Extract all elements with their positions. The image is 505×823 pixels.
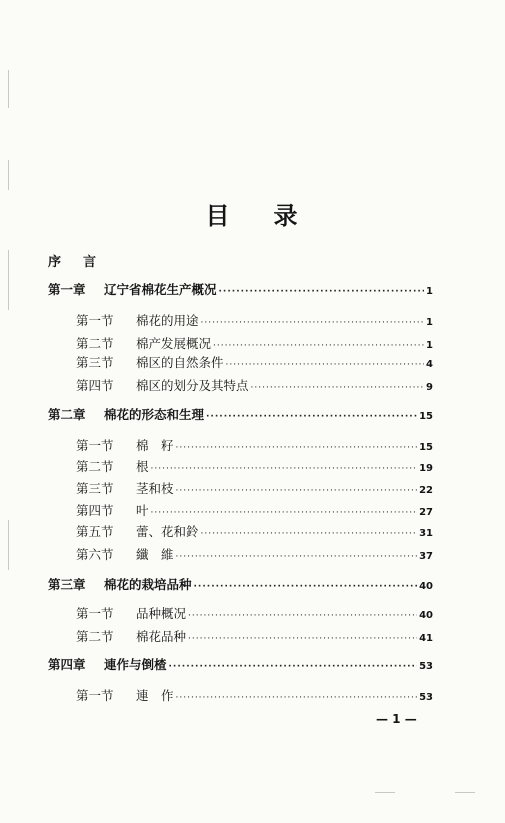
toc-section-row: [76, 627, 433, 645]
scan-artifact: [375, 792, 395, 793]
page-number: 4: [426, 359, 433, 370]
section-label: 第二节: [76, 629, 114, 644]
toc-section-row: [76, 522, 433, 540]
title-char-right: 录: [273, 202, 300, 230]
page-number: 31: [419, 528, 433, 539]
toc-chapter-row: [48, 280, 433, 298]
chapter-label: 第二章: [48, 407, 86, 422]
dot-leader: [176, 486, 418, 496]
chapter-label: 第三章: [48, 577, 86, 592]
toc-chapter-row: [48, 575, 433, 593]
section-label: 第一节: [76, 606, 114, 621]
page-number: 22: [419, 485, 433, 496]
dot-leader: [176, 443, 418, 453]
page-number: 15: [419, 442, 433, 453]
page-number: 19: [419, 463, 433, 474]
dot-leader: [169, 662, 418, 672]
page-number: 40: [419, 581, 433, 592]
chapter-title: 棉花的形态和生理: [104, 407, 205, 422]
page-number: 1: [426, 317, 433, 328]
dot-leader: [151, 464, 418, 474]
section-title: 棉产发展概况: [136, 336, 212, 351]
toc-section-row: [76, 545, 433, 563]
dot-leader: [188, 611, 417, 621]
section-label: 第三节: [76, 481, 114, 496]
toc-section-row: [76, 311, 433, 329]
scan-artifact: [455, 792, 475, 793]
section-label: 第一节: [76, 438, 114, 453]
toc-section-row: [76, 501, 433, 519]
section-title: 根: [136, 459, 149, 474]
scan-artifact: [8, 70, 9, 108]
section-title: 連 作: [136, 688, 174, 703]
section-label: 第一节: [76, 313, 114, 328]
section-label: 第四节: [76, 378, 114, 393]
section-label: 第三节: [76, 355, 114, 370]
section-title: 棉区的划分及其特点: [136, 378, 249, 393]
page-number: 27: [419, 507, 433, 518]
dot-leader: [188, 634, 417, 644]
page-number: 37: [419, 551, 433, 562]
page-title: [0, 196, 505, 231]
scan-artifact: [8, 250, 9, 310]
dot-leader: [151, 508, 418, 518]
section-title: 棉花的用途: [136, 313, 199, 328]
section-title: 品种概况: [136, 606, 187, 621]
page-number: 53: [419, 692, 433, 703]
section-title: 蕾、花和鈴: [136, 524, 199, 539]
toc-section-row: [76, 353, 433, 371]
toc-section-row: [76, 686, 433, 704]
section-label: 第五节: [76, 524, 114, 539]
preface-char-b: 言: [83, 255, 97, 270]
page-number: 1: [426, 340, 433, 351]
section-title: 棉花品种: [136, 629, 187, 644]
section-title: 叶: [136, 503, 149, 518]
page-number: 1: [426, 286, 433, 297]
section-label: 第四节: [76, 503, 114, 518]
toc-section-row: [76, 479, 433, 497]
section-label: 第二节: [76, 459, 114, 474]
scan-artifact: [8, 520, 9, 570]
title-char-left: 目: [205, 202, 232, 230]
section-label: 第六节: [76, 547, 114, 562]
scan-artifact: [8, 160, 9, 190]
section-title: 纖 維: [136, 547, 174, 562]
toc-chapter-row: [48, 655, 433, 673]
toc-chapter-row: [48, 405, 433, 423]
page-number-folio: — 1 —: [376, 712, 417, 726]
dot-leader: [213, 341, 424, 351]
page-number: 41: [419, 633, 433, 644]
section-label: 第一节: [76, 688, 114, 703]
toc-section-row: [76, 376, 433, 394]
chapter-label: 第一章: [48, 282, 86, 297]
dot-leader: [201, 529, 418, 539]
section-title: 棉 籽: [136, 438, 174, 453]
toc-section-row: [76, 604, 433, 622]
section-title: 棉区的自然条件: [136, 355, 224, 370]
section-label: 第二节: [76, 336, 114, 351]
toc-section-row: [76, 436, 433, 454]
page-number: 53: [419, 661, 433, 672]
dot-leader: [176, 693, 418, 703]
section-title: 茎和枝: [136, 481, 174, 496]
preface-entry: [48, 251, 96, 270]
dot-leader: [206, 412, 417, 422]
chapter-title: 連作与倒楂: [104, 657, 167, 672]
preface-char-a: 序: [48, 255, 62, 270]
chapter-title: 棉花的栽培品种: [104, 577, 192, 592]
dot-leader: [201, 318, 425, 328]
toc-section-row: [76, 334, 433, 352]
dot-leader: [219, 287, 425, 297]
toc-section-row: [76, 457, 433, 475]
page-number: 9: [426, 382, 433, 393]
dot-leader: [226, 360, 425, 370]
page-number: 40: [419, 610, 433, 621]
chapter-label: 第四章: [48, 657, 86, 672]
dot-leader: [176, 552, 418, 562]
page-number: 15: [419, 411, 433, 422]
dot-leader: [194, 582, 418, 592]
dot-leader: [251, 383, 425, 393]
chapter-title: 辽宁省棉花生产概况: [104, 282, 217, 297]
